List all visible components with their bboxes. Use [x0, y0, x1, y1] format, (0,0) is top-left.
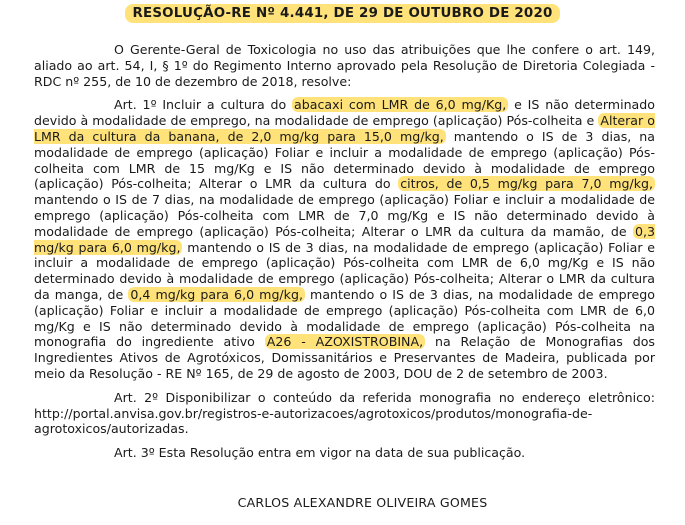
article-1-text: mantendo o IS de 3 dias, na modalidade de emprego (aplicação) Foliar e incluir a modalidade de emprego (aplicação) Pós-colheita com LMR de 15 mg/Kg e IS não determinado devido à modalidade de emprego (aplicação) Pós-colheita; Alterar o LMR da cultura do — [34, 128, 655, 192]
highlight-citros: citros, de 0,5 mg/kg para 7,0 mg/kg, — [400, 176, 653, 192]
highlight-manga: 0,4 mg/kg para 6,0 mg/kg, — [130, 286, 303, 302]
highlight-mamao: 0,3 mg/kg para 6,0 mg/kg, — [34, 223, 655, 255]
article-1-text: mantendo o IS de 3 dias, na modalidade de emprego (aplicação) Foliar e incluir a modalidade de emprego (aplicação) Pós-colheita com LMR de 6,0 mg/Kg e IS não determinado devido à modalidade de emprego (aplicação) Pós-colheita na monografia do ingrediente ativo — [34, 286, 655, 350]
article-1-text: mantendo o IS de 7 dias, na modalidade de emprego (aplicação) Foliar e incluir a modalidade de emprego (aplicação) Pós-colheita com LMR de 7,0 mg/Kg e IS não determinado devido à modalidade de emprego (aplicação) Pós-colheita; Alterar o LMR da cultura da mamão, de — [34, 192, 655, 239]
article-1-text: Art. 1º Incluir a cultura do — [114, 97, 293, 113]
article-1-paragraph — [34, 97, 655, 381]
resolution-title — [0, 6, 685, 22]
article-2-paragraph: Art. 2º Disponibilizar o conteúdo da referida monografia no endereço eletrônico: http://portal.anvisa.gov.br/registros-e-autorizacoes/agrotoxicos/produtos/monografia-de-agrotoxicos/autorizadas. — [34, 389, 655, 437]
highlight-banana: Alterar o LMR da cultura da banana, de 2,0 mg/kg para 15,0 mg/kg, — [34, 113, 655, 144]
article-1-text: mantendo o IS de 3 dias, na modalidade de emprego (aplicação) Foliar e incluir a modalidade de emprego (aplicação) Pós-colheita com LMR de 6,0 mg/Kg e IS não determinado devido à modalidade de emprego (aplicação) Pós-colheita; Alterar o LMR da cultura da manga, de — [34, 239, 655, 302]
highlight-abacaxi: abacaxi com LMR de 6,0 mg/Kg, — [294, 97, 507, 113]
highlight-active-ingredient: A26 - AZOXISTROBINA, — [266, 334, 424, 350]
signature: CARLOS ALEXANDRE OLIVEIRA GOMES — [237, 495, 488, 510]
intro-paragraph: O Gerente-Geral de Toxicologia no uso das atribuições que lhe confere o art. 149, aliado ao art. 54, I, § 1º do Regimento Interno aprovado pela Resolução de Diretoria Colegiada - RDC nº 255, de 10 de dezembro de 2018, resolve: — [34, 42, 655, 89]
title-highlight: RESOLUÇÃO-RE Nº 4.441, DE 29 DE OUTUBRO DE 2020 — [125, 4, 559, 23]
article-3-paragraph: Art. 3º Esta Resolução entra em vigor na data de sua publicação. — [114, 445, 526, 461]
resolution-body — [34, 42, 655, 461]
article-1-text: e IS não determinado devido à modalidade de emprego, na modalidade de emprego (aplicação) Pós-colheita e — [34, 97, 655, 129]
article-1-text: na Relação de Monografias dos Ingredientes Ativos de Agrotóxicos, Domissanitários e Preservantes de Madeira, publicada por meio da Resolução - RE Nº 165, de 29 de agosto de 2003, DOU de 2 de setembro de 2003. — [34, 334, 655, 381]
